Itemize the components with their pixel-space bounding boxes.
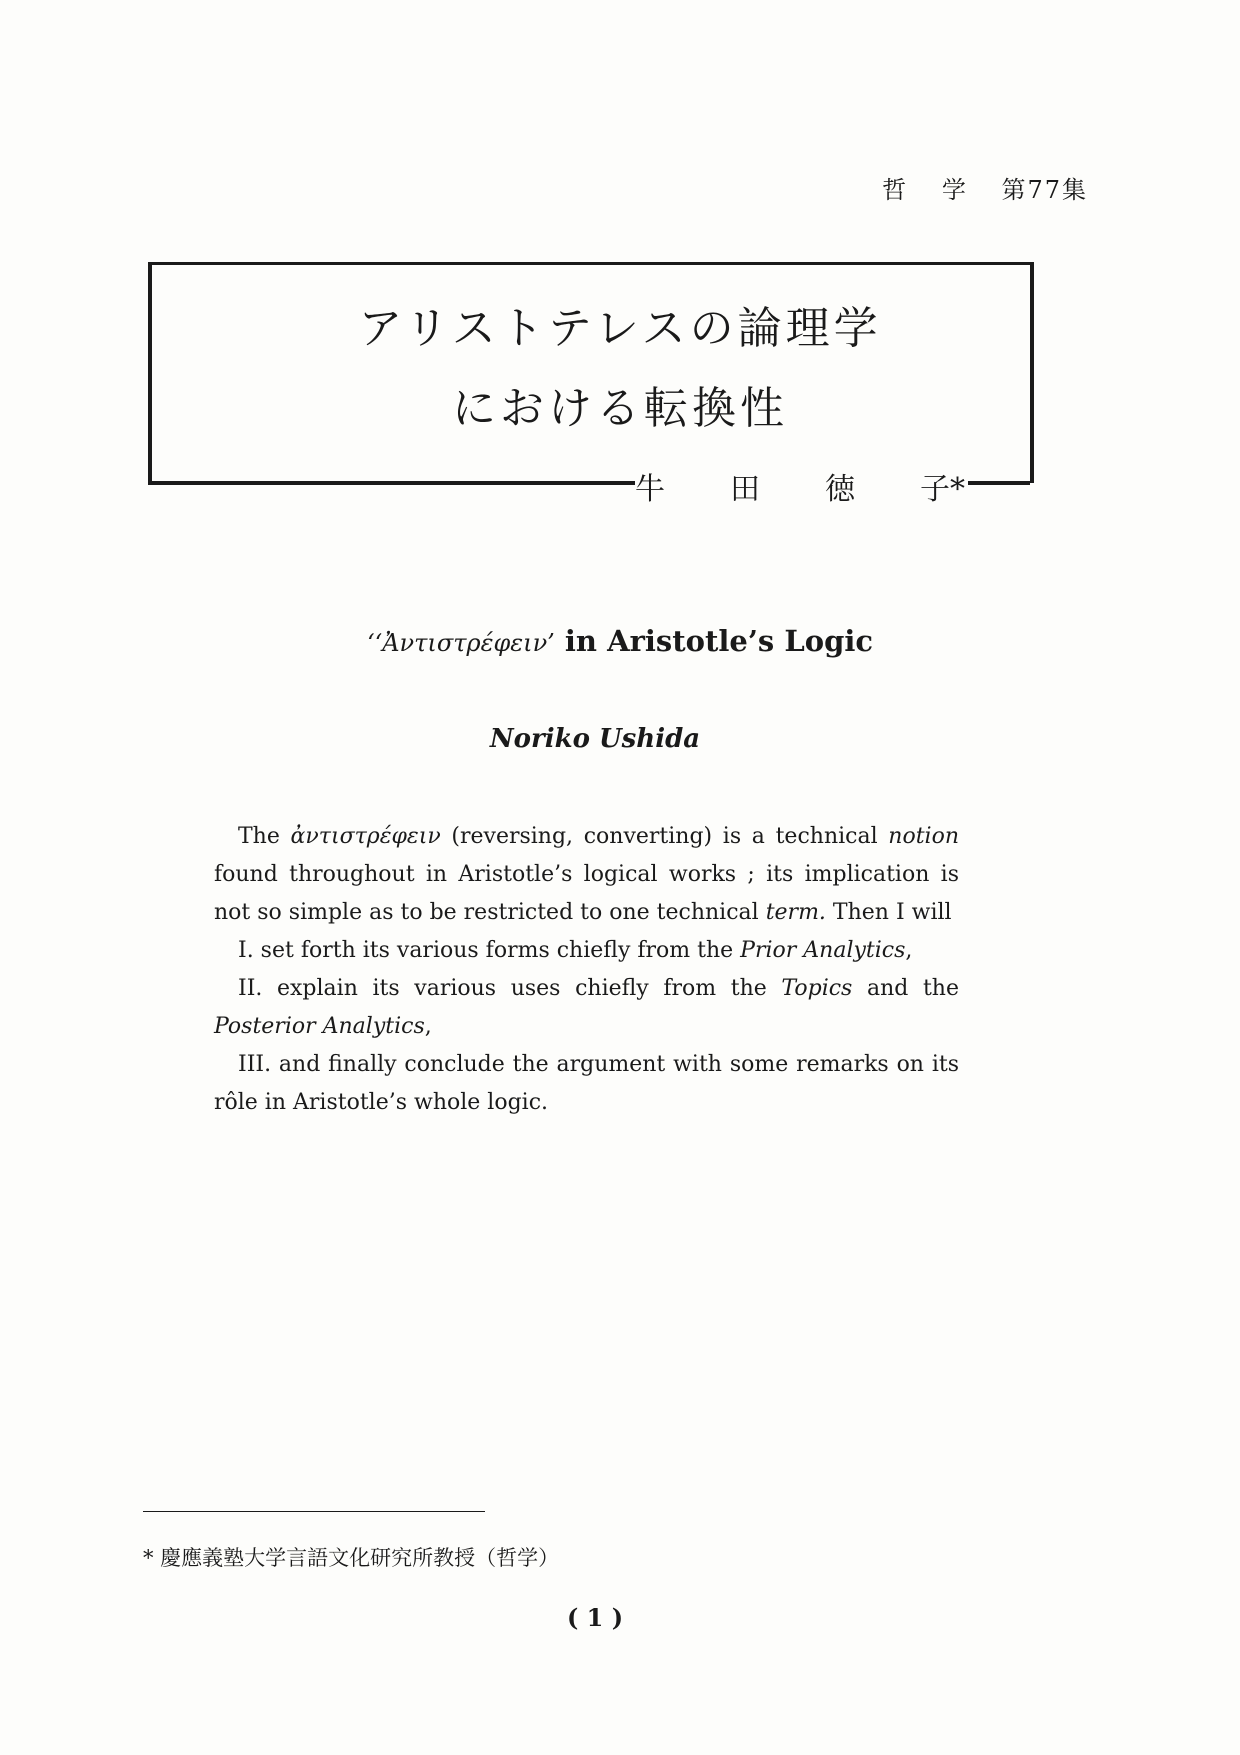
journal-header [882,170,1088,205]
footnote-divider [143,1511,485,1512]
abstract-emphasis: term. [765,900,826,925]
abstract-text: The [238,824,291,849]
title-box-bottom-rule-left [148,481,635,485]
abstract-emphasis: notion [888,824,960,849]
japanese-title-line-1: アリストテレスの論理学 [358,303,882,354]
abstract [214,818,959,1122]
english-author: Noriko Ushida [489,724,701,754]
japanese-title-line-2: における転換性 [452,383,788,434]
japanese-author-char: 子* [920,472,965,507]
abstract-text: (reversing, converting) is a technical [440,824,889,849]
footnote: * 慶應義塾大学言語文化研究所教授（哲学） [143,1546,560,1570]
abstract-emphasis: Prior Analytics [740,938,906,963]
abstract-greek-term: ἀντιστρέφειν [290,824,441,849]
abstract-text: found throughout in Aristotle’s logical works ; its implication is not so simple as to be restricted to one technical [214,862,959,925]
japanese-author [635,464,965,508]
abstract-emphasis: Topics [781,976,853,1001]
page-number: ( 1 ) [566,1603,624,1632]
abstract-text: and the [852,976,959,1001]
journal-volume: 第77集 [1001,176,1088,204]
english-title-greek: ‘‘Ἀντιστρέφειν’ [366,629,555,657]
title-box-bottom-rule-right [968,481,1030,485]
english-title-rest: in Aristotle’s Logic [554,624,874,658]
abstract-emphasis: Posterior Analytics [214,1014,425,1039]
abstract-text: , [424,1014,432,1039]
abstract-item-3: III. and finally conclude the argument with some remarks on its rôle in Aristotle’s whole logic. [214,1052,959,1115]
abstract-text: , [905,938,913,963]
english-title [0,624,1240,658]
abstract-paragraph-1 [214,818,959,932]
japanese-author-char: 牛 [635,472,665,507]
abstract-text: Then I will [825,900,952,925]
abstract-text: I. set forth its various forms chiefly from the [238,938,741,963]
abstract-item-1 [214,932,959,970]
japanese-author-char: 田 [730,472,760,507]
journal-name-char-2: 学 [941,176,968,204]
abstract-text: II. explain its various uses chiefly from the [238,976,782,1001]
abstract-item-2 [214,970,959,1046]
journal-name-char-1: 哲 [882,176,909,204]
japanese-author-char: 徳 [825,472,855,507]
